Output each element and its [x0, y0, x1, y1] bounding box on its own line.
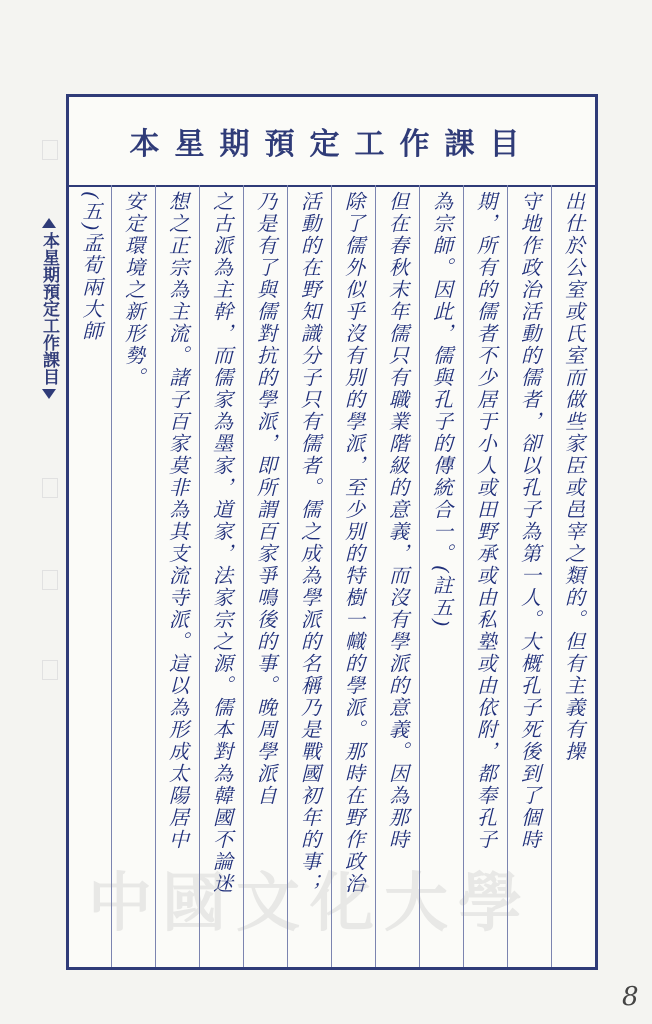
side-tab [38, 214, 60, 403]
margin-mark [42, 478, 58, 498]
margin-mark [42, 660, 58, 680]
column-text: 期，所有的儒者不少居于小人或田野承或由私塾或由依附，都奉孔子 [473, 191, 498, 851]
writing-column [463, 185, 507, 967]
writing-column [111, 185, 155, 967]
form-frame [66, 94, 598, 970]
column-text: 之古派為主幹，而儒家為墨家，道家，法家宗之源。儒本對為韓國不論迷 [209, 191, 234, 895]
triangle-up-icon [42, 218, 56, 228]
writing-column [375, 185, 419, 967]
writing-column [331, 185, 375, 967]
writing-column [69, 185, 113, 967]
form-header [69, 97, 595, 187]
triangle-down-icon [42, 389, 56, 399]
column-text: 守地作政治活動的儒者，卻以孔子為第一人。大概孔子死後到了個時 [517, 191, 542, 851]
writing-column [243, 185, 287, 967]
writing-column [419, 185, 463, 967]
column-text: 除了儒外似乎沒有別的學派，至少別的特樹一幟的學派。那時在野作政治 [341, 191, 366, 895]
page-number: 8 [622, 982, 639, 1012]
writing-column [199, 185, 243, 967]
column-text: 但在春秋末年儒只有職業階級的意義，而沒有學派的意義。因為那時 [385, 191, 410, 851]
column-text: 為宗師。因此，儒與孔子的傳統合一。(註五) [429, 191, 454, 629]
column-text: 出仕於公室或氏室而做些家臣或邑宰之類的。但有主義有操 [561, 191, 586, 763]
writing-columns [69, 185, 595, 967]
column-text: 活動的在野知識分子只有儒者。儒之成為學派的名稱乃是戰國初年的事； [297, 191, 322, 895]
column-text: 乃是有了與儒對抗的學派，即所謂百家爭鳴後的事。晚周學派自 [253, 191, 278, 807]
column-text: 安定環境之新形勢。 [121, 191, 146, 389]
column-text: (五)孟荀兩大師 [79, 191, 103, 343]
writing-column [551, 185, 595, 967]
writing-column [287, 185, 331, 967]
writing-column [507, 185, 551, 967]
watermark: 中國文化大學 [88, 866, 532, 941]
side-tab-label: 本星期預定工作課目 [39, 232, 59, 385]
page-title: 本星期預定工作課目 [129, 127, 535, 162]
column-text: 想之正宗為主流。諸子百家莫非為其支流寺派。這以為形成太陽居中 [165, 191, 190, 851]
writing-column [155, 185, 199, 967]
margin-mark [42, 570, 58, 590]
margin-mark [42, 140, 58, 160]
